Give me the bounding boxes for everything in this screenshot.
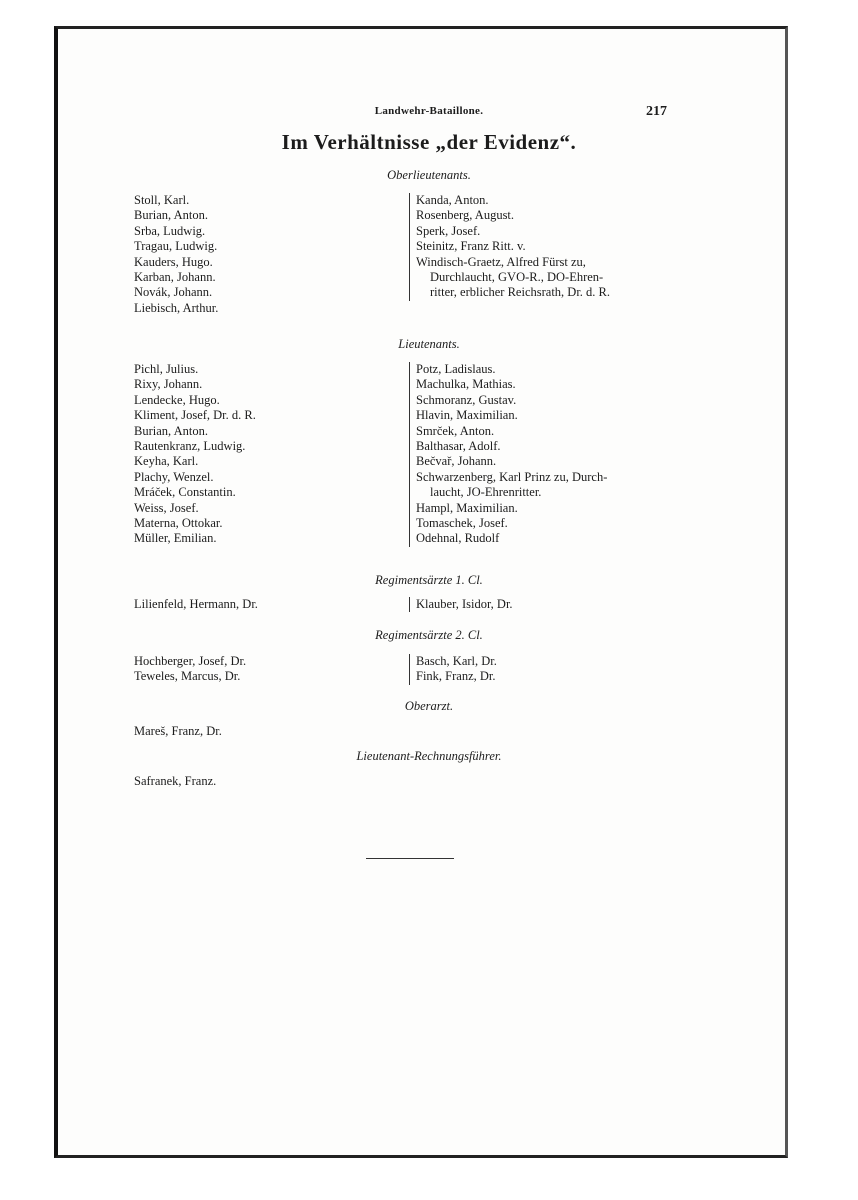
list-item: Tragau, Ludwig. — [134, 239, 218, 254]
list-item: Kliment, Josef, Dr. d. R. — [134, 408, 256, 423]
list-item: Steinitz, Franz Ritt. v. — [416, 239, 526, 254]
regimentsaerzte-1-right-column — [409, 597, 513, 612]
list-item: Rosenberg, August. — [416, 208, 515, 223]
list-item: Weiss, Josef. — [134, 500, 199, 515]
list-item: Machulka, Mathias. — [416, 377, 516, 392]
list-item: Stoll, Karl. — [134, 193, 190, 207]
list-item: Fink, Franz, Dr. — [416, 669, 496, 684]
rechnungsfuehrer-column — [134, 774, 216, 789]
list-item: Schwarzenberg, Karl Prinz zu, Durch- — [416, 469, 608, 484]
list-item: Hlavin, Maximilian. — [416, 408, 518, 423]
section-title-oberarzt: Oberarzt. — [404, 699, 454, 713]
page-number: 217 — [646, 104, 667, 119]
oberlieutenants-left-column — [134, 193, 218, 316]
lieutenants-left-column — [134, 362, 256, 547]
regimentsaerzte-1-left-column — [134, 597, 258, 612]
list-item: Smrček, Anton. — [416, 423, 495, 438]
section-title-rechnungsfuehrer: Lieutenant-Rechnungsführer. — [356, 749, 502, 763]
running-head: Landwehr-Bataillone. — [374, 105, 484, 117]
list-item: Keyha, Karl. — [134, 454, 199, 469]
list-item: ritter, erblicher Reichsrath, Dr. d. R. — [430, 285, 610, 300]
section-title-oberlieutenants: Oberlieutenants. — [387, 168, 471, 182]
list-item: Müller, Emilian. — [134, 531, 217, 546]
list-item: Pichl, Julius. — [134, 362, 199, 376]
list-item: Kauders, Hugo. — [134, 254, 213, 269]
list-item: Lendecke, Hugo. — [134, 392, 220, 407]
list-item: Durchlaucht, GVO-R., DO-Ehren- — [430, 270, 604, 285]
list-item: Burian, Anton. — [134, 423, 208, 438]
oberlieutenants-right-column — [409, 193, 610, 301]
list-item: Windisch-Graetz, Alfred Fürst zu, — [416, 254, 586, 269]
list-item: Basch, Karl, Dr. — [416, 654, 497, 668]
list-item: Lilienfeld, Hermann, Dr. — [134, 597, 258, 611]
lieutenants-right-column — [409, 362, 607, 547]
list-item: Odehnal, Rudolf — [416, 531, 500, 546]
list-item: Balthasar, Adolf. — [416, 439, 501, 454]
regimentsaerzte-2-left-column — [134, 654, 246, 685]
section-title-regimentsaerzte-2: Regimentsärzte 2. Cl. — [375, 628, 483, 642]
list-item: Hampl, Maximilian. — [416, 500, 518, 515]
regimentsaerzte-2-right-column — [409, 654, 497, 685]
list-item: Burian, Anton. — [134, 208, 208, 223]
list-item: Plachy, Wenzel. — [134, 469, 214, 484]
list-item: Novák, Johann. — [134, 285, 213, 300]
list-item: Rixy, Johann. — [134, 377, 203, 392]
list-item: Klauber, Isidor, Dr. — [416, 597, 513, 611]
list-item: Liebisch, Arthur. — [134, 300, 219, 315]
list-item: Srba, Ludwig. — [134, 223, 206, 238]
section-title-regimentsaerzte-1: Regimentsärzte 1. Cl. — [375, 573, 483, 587]
list-item: laucht, JO-Ehrenritter. — [430, 485, 542, 500]
list-item: Rautenkranz, Ludwig. — [134, 439, 246, 454]
section-title-lieutenants: Lieutenants. — [398, 337, 460, 351]
list-item: Kanda, Anton. — [416, 193, 489, 207]
list-item: Mráček, Constantin. — [134, 485, 236, 500]
oberarzt-column — [134, 724, 222, 739]
list-item: Materna, Ottokar. — [134, 516, 223, 531]
list-item: Mareš, Franz, Dr. — [134, 724, 222, 738]
closing-rule — [366, 858, 454, 859]
list-item: Bečvař, Johann. — [416, 454, 497, 469]
list-item: Safranek, Franz. — [134, 774, 217, 788]
list-item: Potz, Ladislaus. — [416, 362, 496, 376]
list-item: Schmoranz, Gustav. — [416, 392, 517, 407]
list-item: Hochberger, Josef, Dr. — [134, 654, 247, 668]
page-title: Im Verhältnisse „der Evidenz“. — [281, 130, 577, 154]
list-item: Karban, Johann. — [134, 270, 216, 285]
list-item: Sperk, Josef. — [416, 223, 481, 238]
list-item: Teweles, Marcus, Dr. — [134, 669, 241, 684]
list-item: Tomaschek, Josef. — [416, 516, 508, 531]
